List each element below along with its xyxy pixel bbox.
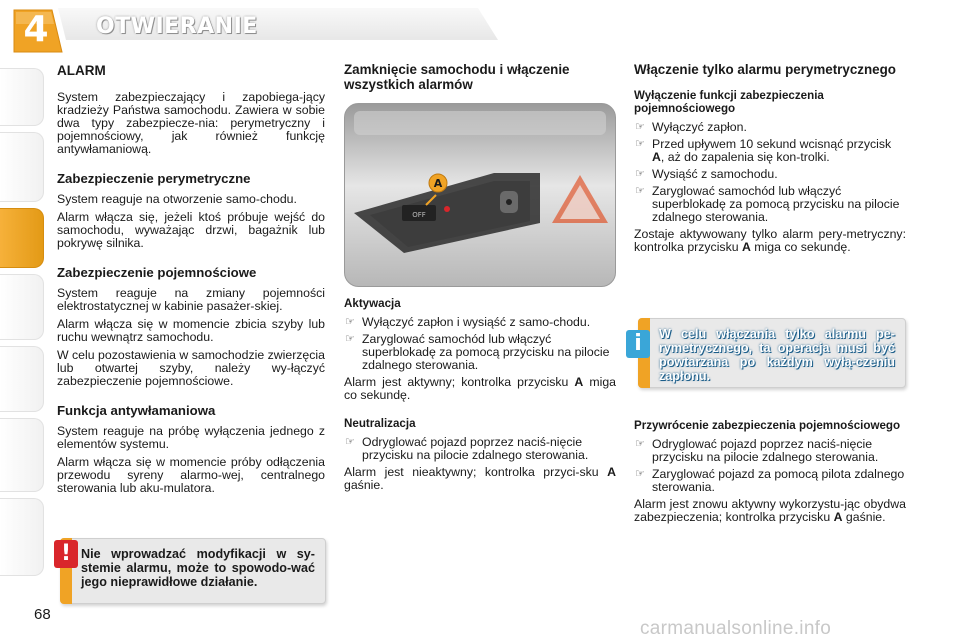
list-item: ☞ Przed upływem 10 sekund wcisnąć przycisk A, aż do zapalenia się kon-trolki. xyxy=(635,137,892,164)
restore-section xyxy=(634,419,906,529)
info-icon: i xyxy=(626,330,650,358)
activation-status: Alarm jest aktywny; kontrolka przycisku A miga co sekundę. xyxy=(344,375,617,402)
page-header xyxy=(0,0,960,56)
antitheft-text-2: Alarm włącza się w momencie próby odłączenia przewodu syreny alarmo-wej, centralnego sterowania lub aku-mulatora. xyxy=(57,455,325,495)
perimetric-text-2: Alarm włącza się, jeżeli ktoś próbuje wejść do samochodu, wyważając drzwi, bagażnik lub pokrywę silnika. xyxy=(57,210,325,250)
watermark: carmanualsonline.info xyxy=(640,618,832,639)
activation-list xyxy=(344,316,616,372)
lock-all-heading: Zamknięcie samochodu i włączenie wszystkich alarmów xyxy=(344,62,570,92)
neutralization-list xyxy=(344,436,616,462)
page-number: 68 xyxy=(34,606,51,623)
lock-icon xyxy=(500,191,518,213)
volumetric-text-1: System reaguje na zmiany pojemności elektrostatycznej w kabinie pasażer-skiej. xyxy=(57,286,325,313)
restore-status: Alarm jest znowu aktywny wykorzystu-jąc obydwa zabezpieczenia; kontrolka przycisku A gaśnie. xyxy=(634,497,906,524)
list-item: ☞ Zaryglować pojazd za pomocą pilota zdalnego sterowania. xyxy=(635,467,905,494)
list-item: ☞ Wysiąść z samochodu. xyxy=(635,167,778,181)
photo-off-label: OFF xyxy=(412,211,426,219)
finger-pointer-icon: ☞ xyxy=(635,185,645,197)
finger-pointer-icon: ☞ xyxy=(635,438,645,450)
info-note xyxy=(638,318,906,388)
volumetric-text-3: W celu pozostawienia w samochodzie zwierzęcia lub otwartej szyby, należy wy-łączyć zabezpieczenie pojemnościowe. xyxy=(57,348,325,388)
side-tab-5[interactable] xyxy=(0,346,44,412)
chapter-number: 4 xyxy=(23,9,49,50)
side-tab-2[interactable] xyxy=(0,132,44,202)
alarm-intro: System zabezpieczający i zapobiega-jący kradzieży Państwa samochodu. Zawiera w sobie dwa typy zabezpiecze-nia: perymetryczny i pojemnościowy, jak również funkcję antywłamaniową. xyxy=(57,90,325,156)
perimetric-text-1: System reaguje na otworzenie samo-chodu. xyxy=(57,192,297,206)
side-tab-4[interactable] xyxy=(0,274,44,340)
list-item: ☞ Zaryglować samochód lub włączyć superblokadę za pomocą przycisku na pilocie zdalnego sterowania. xyxy=(635,184,900,224)
antitheft-heading: Funkcja antywłamaniowa xyxy=(57,403,216,418)
list-item: ☞ Wyłączyć zapłon i wysiąść z samo-chodu. xyxy=(345,315,591,329)
finger-pointer-icon: ☞ xyxy=(635,168,645,180)
restore-list xyxy=(634,438,906,494)
perimetric-heading: Zabezpieczenie perymetryczne xyxy=(57,171,251,186)
column-alarm xyxy=(57,64,325,500)
alarm-button-photo xyxy=(344,103,616,287)
volumetric-heading: Zabezpieczenie pojemnościowe xyxy=(57,265,257,280)
warning-text: Nie wprowadzać modyfikacji w sy-stemie alarmu, może to spowodo-wać jego nieprawidłowe działanie. xyxy=(81,547,315,589)
info-text: W celu włączania tylko alarmu pe-rymetrycznego, ta operacja musi być powtarzana po każdym wyłą-czeniu zapłonu. xyxy=(659,327,895,383)
activation-section xyxy=(344,297,616,497)
finger-pointer-icon: ☞ xyxy=(345,333,355,345)
restore-heading: Przywrócenie zabezpieczenia pojemnościowego xyxy=(634,419,901,432)
warning-note xyxy=(60,538,326,604)
finger-pointer-icon: ☞ xyxy=(635,121,645,133)
list-item: ☞ Zaryglować samochód lub włączyć superblokadę za pomocą przycisku na pilocie zdalnego sterowania. xyxy=(345,332,610,372)
volumetric-text-2: Alarm włącza się w momencie zbicia szyby lub ruchu wewnątrz samochodu. xyxy=(57,317,325,344)
perimetric-only-heading: Włączenie tylko alarmu perymetrycznego xyxy=(634,62,896,77)
finger-pointer-icon: ☞ xyxy=(635,468,645,480)
list-item: ☞ Wyłączyć zapłon. xyxy=(635,120,747,134)
side-tab-1[interactable] xyxy=(0,68,44,126)
disable-status: Zostaje aktywowany tylko alarm pery-metryczny: kontrolka przycisku A miga co sekundę. xyxy=(634,227,906,254)
list-item: ☞ Odryglować pojazd poprzez naciś-nięcie przycisku na pilocie zdalnego sterowania. xyxy=(635,437,879,464)
list-item: ☞ Odryglować pojazd poprzez naciś-nięcie przycisku na pilocie zdalnego sterowania. xyxy=(345,435,589,462)
disable-volumetric-heading: Wyłączenie funkcji zabezpieczenia pojemnościowego xyxy=(634,89,824,115)
side-tab-6[interactable] xyxy=(0,418,44,492)
page-title: OTWIERANIE xyxy=(96,14,258,39)
side-tab-7[interactable] xyxy=(0,498,44,576)
alarm-heading: ALARM xyxy=(57,63,106,78)
finger-pointer-icon: ☞ xyxy=(345,436,355,448)
neutralization-heading: Neutralizacja xyxy=(344,417,416,430)
photo-marker-a: A xyxy=(433,177,443,190)
neutralization-status: Alarm jest nieaktywny; kontrolka przyci-sku A gaśnie. xyxy=(344,465,616,492)
warning-icon: ! xyxy=(54,540,78,568)
finger-pointer-icon: ☞ xyxy=(345,316,355,328)
finger-pointer-icon: ☞ xyxy=(635,138,645,150)
side-tab-current-chapter[interactable] xyxy=(0,208,44,268)
disable-volumetric-list xyxy=(634,121,906,224)
antitheft-text-1: System reaguje na próbę wyłączenia jednego z elementów systemu. xyxy=(57,424,325,451)
column-lock-all-alarms xyxy=(344,62,616,98)
column-perimetric-only xyxy=(634,62,906,259)
activation-heading: Aktywacja xyxy=(344,297,401,310)
